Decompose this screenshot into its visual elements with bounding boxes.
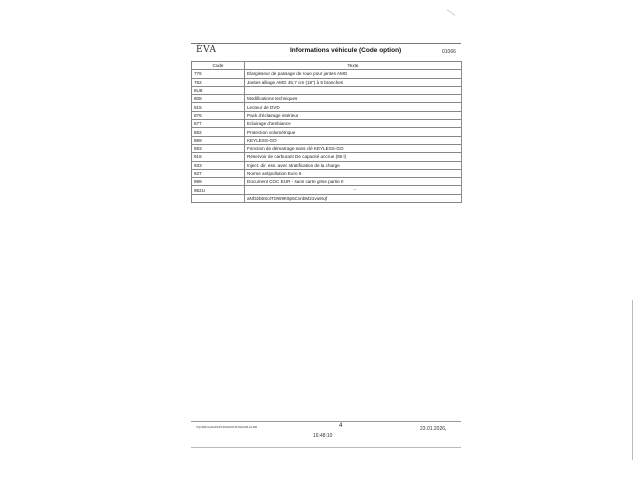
row-code: 877 (192, 120, 245, 128)
footer-document-id: VQcRRmwNxZ9rP1ZtMe5lOJFJ9GZ96-ALDB (196, 425, 258, 429)
scan-corner-mark (447, 9, 456, 16)
table-row (192, 95, 462, 103)
row-code: 808 (192, 95, 245, 103)
footer-rule (191, 421, 461, 422)
table-row (192, 86, 462, 94)
row-code: 933 (192, 161, 245, 169)
row-text: KEYLESS-GO (245, 136, 462, 144)
row-code: 882 (192, 128, 245, 136)
row-text: Document COC EUR - sans carte grise partie II (245, 178, 462, 186)
row-text: Modifications techniques (245, 95, 462, 103)
row-code: 876 (192, 111, 245, 119)
eva-logo: ÈVA (196, 45, 217, 55)
row-text: Norme antipollution Euro 6 (245, 169, 462, 177)
table-row (192, 144, 462, 152)
row-text (245, 86, 462, 94)
table-header-row (192, 62, 462, 70)
row-text: Réservoir de carburant De capacité accrue (66 l) (245, 153, 462, 161)
row-code: 776 (192, 70, 245, 78)
footer-page-number: 4 (339, 423, 343, 429)
table-row (192, 103, 462, 111)
row-code: 916 (192, 153, 245, 161)
table-row (192, 194, 462, 202)
table-row (192, 169, 462, 177)
document-number: 01066 (442, 49, 456, 55)
footer-bottom-rule (191, 447, 461, 448)
row-code: 982U (192, 186, 245, 194)
row-text: Lecteur de DVD (245, 103, 462, 111)
table-row (192, 128, 462, 136)
row-code (192, 194, 245, 202)
row-code: 815 (192, 103, 245, 111)
row-code: 782 (192, 78, 245, 86)
row-code: 889 (192, 136, 245, 144)
row-text: Eclairage d'ambiance (245, 120, 462, 128)
table-row (192, 136, 462, 144)
row-text: aNf3zb6SoiTOW9K9p5CvnbM21vu9rqf (245, 194, 462, 202)
row-text: Protection volumétrique (245, 128, 462, 136)
column-header-code: Code (192, 62, 245, 70)
table-row (192, 78, 462, 86)
table-row (192, 70, 462, 78)
scan-edge-mark (632, 300, 633, 460)
table-row (192, 161, 462, 169)
table-row (192, 186, 462, 194)
footer-date: 23.01.2026, (420, 426, 447, 432)
row-text: Inject. dir. ess. avec stratification de la charge (245, 161, 462, 169)
row-code: 927 (192, 169, 245, 177)
table-row (192, 153, 462, 161)
table-row (192, 111, 462, 119)
row-code: 8U8 (192, 86, 245, 94)
row-text: Fonction de démarrage sans clé KEYLESS-GO (245, 144, 462, 152)
option-code-table (191, 61, 462, 203)
table-row (192, 178, 462, 186)
scan-mark: — (353, 187, 357, 191)
row-text: Elargisseur de passage de roue pour jantes AMG (245, 70, 462, 78)
column-header-text: Texte (245, 62, 462, 70)
document-title: Informations véhicule (Code option) (290, 47, 402, 54)
row-text: Jantes alliage AMG 45,7 cm (18") à 5 branches (245, 78, 462, 86)
row-code: 893 (192, 144, 245, 152)
row-code: 998 (192, 178, 245, 186)
footer-time: 16:48:10 (313, 433, 333, 439)
row-text: Pack d'éclairage intérieur (245, 111, 462, 119)
table-row (192, 120, 462, 128)
header-rule (191, 43, 461, 44)
